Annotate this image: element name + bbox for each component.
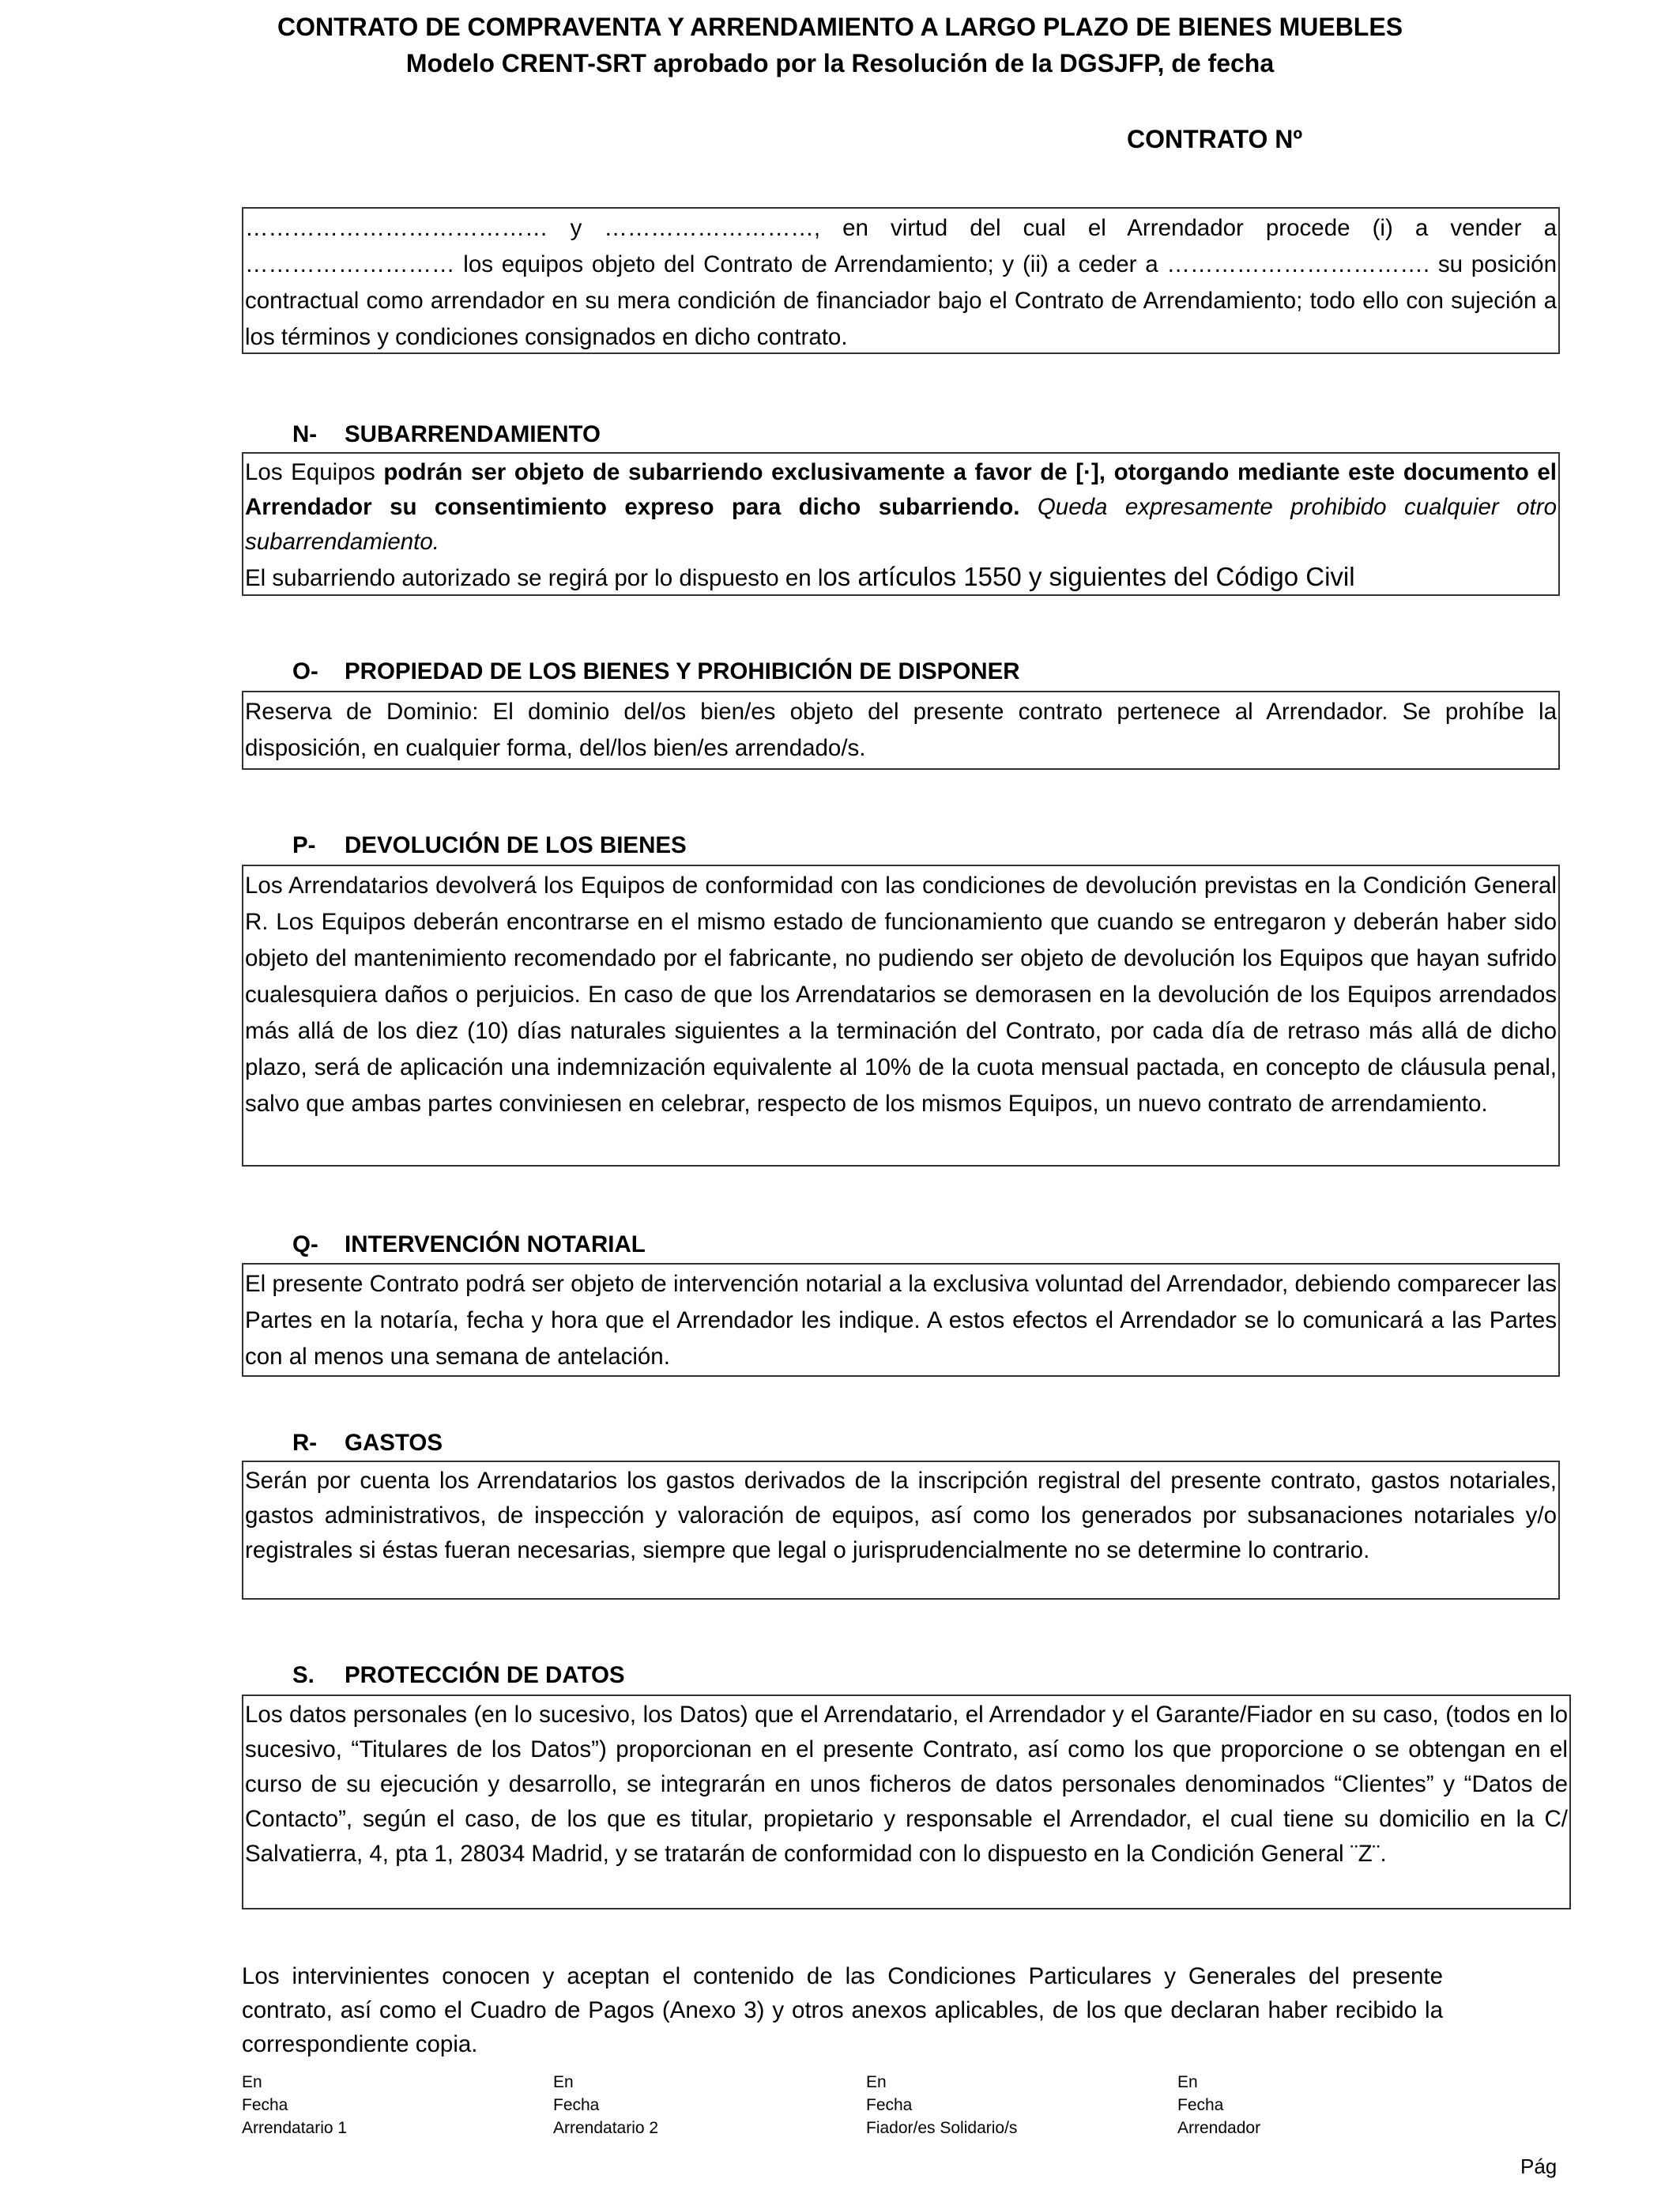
section-r-box xyxy=(242,1461,1560,1600)
section-p-title: DEVOLUCIÓN DE LOS BIENES xyxy=(345,832,687,858)
signature-place-label: En xyxy=(866,2073,887,2091)
signature-date-label: Fecha xyxy=(553,2096,600,2114)
page-number-label: Pág xyxy=(1520,2154,1558,2178)
section-n-text-p2b: os artículos 1550 y siguientes del Código Civil xyxy=(823,562,1355,591)
signature-role-label: Arrendador xyxy=(1177,2119,1261,2137)
signature-date-label: Fecha xyxy=(866,2096,913,2114)
section-p-letter: P- xyxy=(292,832,316,858)
signature-place-label: En xyxy=(242,2073,262,2091)
section-q-text: El presente Contrato podrá ser objeto de intervención notarial a la exclusiva voluntad del Arrendador, debiendo comparecer las Partes en la notaría, fecha y hora que el Arrendador les indique. A estos efectos el Arrendador se lo comunicará a las Partes con al menos una semana de antelación. xyxy=(245,1271,1557,1370)
section-s-title: PROTECCIÓN DE DATOS xyxy=(345,1662,625,1688)
section-n-text-italic: Queda expresamente prohibido cualquier otro subarrendamiento. xyxy=(245,494,1557,555)
section-n-letter: N- xyxy=(292,421,318,447)
signature-block-fiador xyxy=(866,2071,1166,2139)
section-o-letter: O- xyxy=(292,658,318,684)
section-o-title: PROPIEDAD DE LOS BIENES Y PROHIBICIÓN DE DISPONER xyxy=(345,658,1020,684)
section-n-paragraph-2 xyxy=(245,560,1557,596)
signature-role-label: Fiador/es Solidario/s xyxy=(866,2119,1018,2137)
section-p-box xyxy=(242,865,1560,1167)
closing-paragraph: Los intervinientes conocen y aceptan el contenido de las Condiciones Particulares y Generales del presente contrato, así como el Cuadro de Pagos (Anexo 3) y otros anexos aplicables, de los que declaran haber recibido la correspondiente copia. xyxy=(242,1963,1443,2057)
signature-block-arrendatario-2 xyxy=(553,2071,853,2139)
section-o-text: Reserva de Dominio: El dominio del/os bien/es objeto del presente contrato pertenece al Arrendador. Se prohíbe la disposición, en cualquier forma, del/los bien/es arrendado/s. xyxy=(245,699,1557,761)
section-s-letter: S. xyxy=(292,1662,315,1688)
section-n-heading xyxy=(292,419,601,450)
section-q-title: INTERVENCIÓN NOTARIAL xyxy=(345,1231,646,1257)
section-s-text: Los datos personales (en lo sucesivo, los Datos) que el Arrendatario, el Arrendador y el Garante/Fiador en su caso, (todos en lo sucesivo, “Titulares de los Datos”) proporcionan en el presente Contrato, así como los que proporcione o se obtengan en el curso de su ejecución y desarrollo, se integrarán en unos ficheros de datos personales denominados “Clientes” y “Datos de Contacto”, según el caso, de los que es titular, propietario y responsable el Arrendador, el cual tiene su domicilio en la C/ Salvatierra, 4, pta 1, 28034 Madrid, y se tratarán de conformidad con lo dispuesto en la Condición General ¨Z¨. xyxy=(245,1702,1568,1867)
signature-place-label: En xyxy=(1177,2073,1198,2091)
contract-number-label: CONTRATO Nº xyxy=(1127,125,1303,153)
signature-role-label: Arrendatario 1 xyxy=(242,2119,348,2137)
section-n-text-a: Los Equipos xyxy=(245,459,384,485)
section-n-text-bold: podrán ser objeto de subarriendo exclusivamente a favor de [·], otorgando mediante este documento el Arrendador su consentimiento expreso para dicho subarriendo. xyxy=(245,459,1557,520)
section-n-box xyxy=(242,452,1560,596)
document-title: CONTRATO DE COMPRAVENTA Y ARRENDAMIENTO A LARGO PLAZO DE BIENES MUEBLES xyxy=(277,13,1403,41)
section-r-heading xyxy=(292,1427,443,1459)
section-p-heading xyxy=(292,830,687,861)
section-n-text-p2a: El subarriendo autorizado se regirá por lo dispuesto en l xyxy=(245,565,823,591)
signature-place-label: En xyxy=(553,2073,574,2091)
section-n-title: SUBARRENDAMIENTO xyxy=(345,421,601,447)
intro-clause-text: ………………………………… y ………………………, en virtud del cual el Arrendador procede (i) a vender a ……………………… los equipos objeto del Contrato de Arrendamiento; y (ii) a ceder a ……………………………. su posición contractual como arrendador en su mera condición de financiador bajo el Contrato de Arrendamiento; todo ello con sujeción a los términos y condiciones consignados en dicho contrato. xyxy=(245,215,1557,350)
signature-role-label: Arrendatario 2 xyxy=(553,2119,659,2137)
section-q-box xyxy=(242,1263,1560,1377)
signature-date-label: Fecha xyxy=(242,2096,288,2114)
section-o-box xyxy=(242,691,1560,770)
section-s-box xyxy=(242,1695,1571,1909)
section-r-title: GASTOS xyxy=(345,1430,443,1456)
document-subtitle: Modelo CRENT-SRT aprobado por la Resolución de la DGSJFP, de fecha xyxy=(405,49,1275,77)
section-n-paragraph-1 xyxy=(245,455,1557,560)
section-p-text: Los Arrendatarios devolverá los Equipos de conformidad con las condiciones de devolución previstas en la Condición General R. Los Equipos deberán encontrarse en el mismo estado de funcionamiento que cuando se entregaron y deberán haber sido objeto del mantenimiento recomendado por el fabricante, no pudiendo ser objeto de devolución los Equipos que hayan sufrido cualesquiera daños o perjuicios. En caso de que los Arrendatarios se demorasen en la devolución de los Equipos arrendados más allá de los diez (10) días naturales siguientes a la terminación del Contrato, por cada día de retraso más allá de dicho plazo, será de aplicación una indemnización equivalente al 10% de la cuota mensual pactada, en concepto de cláusula penal, salvo que ambas partes conviniesen en celebrar, respecto de los mismos Equipos, un nuevo contrato de arrendamiento. xyxy=(245,873,1557,1117)
signature-block-arrendador xyxy=(1177,2071,1478,2139)
section-r-letter: R- xyxy=(292,1430,318,1456)
section-o-heading xyxy=(292,656,1020,688)
section-s-heading xyxy=(292,1660,625,1691)
section-q-heading xyxy=(292,1229,646,1261)
section-q-letter: Q- xyxy=(292,1231,318,1257)
signature-block-arrendatario-1 xyxy=(242,2071,542,2139)
signature-date-label: Fecha xyxy=(1177,2096,1224,2114)
intro-clause-box xyxy=(242,207,1560,354)
section-r-text: Serán por cuenta los Arrendatarios los gastos derivados de la inscripción registral del presente contrato, gastos notariales, gastos administrativos, de inspección y valoración de equipos, así como los generados por subsanaciones notariales y/o registrales si éstas fueran necesarias, siempre que legal o jurisprudencialmente no se determine lo contrario. xyxy=(245,1468,1557,1563)
